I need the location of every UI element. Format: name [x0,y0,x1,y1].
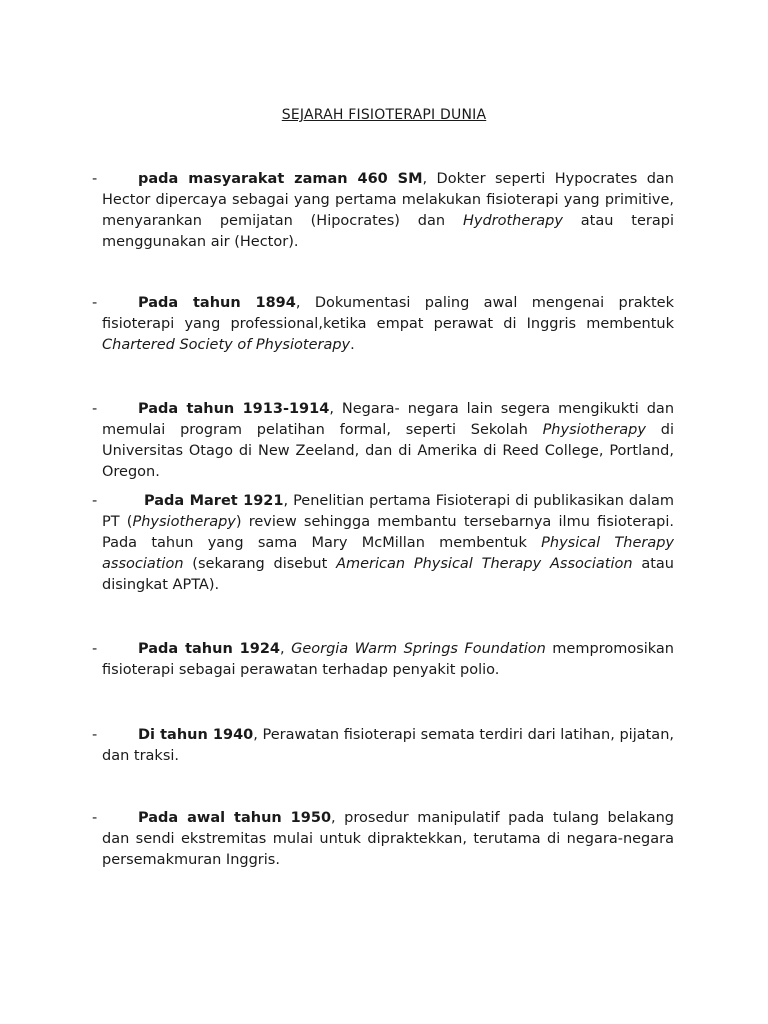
item-body: , [280,641,292,657]
bullet-dash: - [92,727,98,743]
item-body: ) review sehingga membantu tersebarnya ilmu fisioterapi. Pada tahun yang sama Mary McMillan membentuk [102,514,674,551]
bullet-dash: - [92,401,98,417]
list-item [92,293,674,356]
document-title: SEJARAH FISIOTERAPI DUNIA [281,107,487,123]
bullet-dash: - [92,171,98,187]
list-item-text [102,169,674,253]
item-body: atau disingkat APTA). [102,556,674,593]
item-body: , prosedur manipulatif pada tulang belakang dan sendi ekstremitas mulai untuk dipraktekkan, terutama di negara-negara persemakmuran Inggris. [102,810,674,868]
item-body: , Penelitian pertama Fisioterapi di publikasikan dalam PT ( [102,493,674,530]
item-italic: American Physical Therapy Association [336,556,633,572]
item-heading: Di tahun 1940 [138,727,254,743]
item-body: (sekarang disebut [183,556,337,572]
item-italic: Chartered Society of Physioterapy [102,337,351,353]
item-italic: Hydrotherapy [462,213,563,229]
item-heading: Pada awal tahun 1950 [138,810,332,826]
list-item-text [102,725,674,767]
item-heading: pada masyarakat zaman 460 SM [138,171,423,187]
item-body: atau terapi menggunakan air (Hector). [102,213,674,250]
bullet-dash: - [92,295,98,311]
item-body: , Dokumentasi paling awal mengenai praktek fisioterapi yang professional,ketika empat perawat di Inggris membentuk [102,295,675,332]
list-item-text [102,491,674,596]
item-italic: Georgia Warm Springs Foundation [291,641,546,657]
list-item-text [102,808,674,871]
bullet-dash: - [92,641,98,657]
item-heading: Pada tahun 1894 [138,295,296,311]
item-body: di Universitas Otago di New Zeeland, dan di Amerika di Reed College, Portland, Oregon. [102,422,674,480]
bullet-dash: - [92,493,98,509]
item-body: mempromosikan fisioterapi sebagai perawatan terhadap penyakit polio. [102,641,674,678]
item-heading: Pada tahun 1924 [138,641,281,657]
list-item-text [102,293,674,356]
list-item [92,169,674,253]
item-italic: Physical Therapy association [102,535,674,572]
item-body: , Dokter seperti Hypocrates dan Hector dipercaya sebagai yang pertama melakukan fisioterapi yang primitive, menyarankan pemijatan (Hipocrates) dan [102,171,674,229]
item-italic: Physiotherapy [132,514,236,530]
item-italic: Physiotherapy [542,422,646,438]
item-body: , Perawatan fisioterapi semata terdiri dari latihan, pijatan, dan traksi. [102,727,674,764]
list-item [92,639,674,681]
list-item [92,399,674,483]
list-item-text [102,639,674,681]
list-item [92,725,674,767]
item-heading: Pada tahun 1913-1914 [138,401,330,417]
item-body: . [350,337,355,353]
item-body: , Negara- negara lain segera mengikukti dan memulai program pelatihan formal, seperti Sekolah [102,401,675,438]
bullet-dash: - [92,810,98,826]
list-item-text [102,399,674,483]
list-item [92,491,674,596]
list-item [92,808,674,871]
item-heading: Pada Maret 1921 [144,493,284,509]
